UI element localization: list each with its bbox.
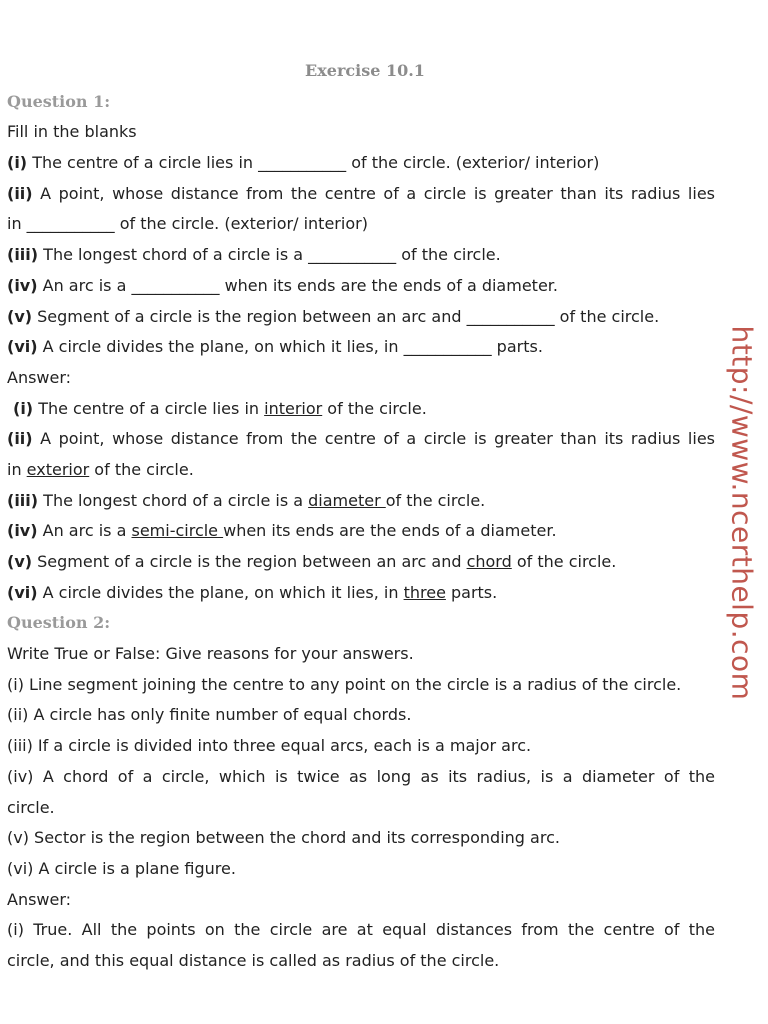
question-2-heading: Question 2: xyxy=(7,613,111,633)
answer-label: (iii) xyxy=(7,490,39,510)
q1-answer-ii xyxy=(7,424,715,455)
q1-item-label: (vi) xyxy=(7,337,38,357)
q2-item-iv-cont: circle. xyxy=(7,797,55,817)
q2-item-vi: (vi) A circle is a plane figure. xyxy=(7,858,236,878)
q1-item-text: Segment of a circle is the region between an arc and ___________ of the circle. xyxy=(32,306,660,326)
q2-answer-line-1: (i) True. All the points on the circle are at equal distances from the centre of the xyxy=(7,920,715,940)
q1-item-text: A circle divides the plane, on which it lies, in ___________ parts. xyxy=(37,337,543,357)
q1-item-ii xyxy=(7,179,715,210)
answer-fill: semi-circle xyxy=(131,521,224,541)
q1-item-vi xyxy=(7,332,715,363)
answer-post: of the circle. xyxy=(322,398,427,418)
answer-label: (vi) xyxy=(7,582,38,602)
answer-label: (ii) xyxy=(7,429,33,449)
q1-instruction: Fill in the blanks xyxy=(7,122,137,142)
answer-pre: A circle divides the plane, on which it lies, in xyxy=(37,582,404,602)
q1-item-text: An arc is a ___________ when its ends are the ends of a diameter. xyxy=(37,275,558,295)
q2-item-i: (i) Line segment joining the centre to any point on the circle is a radius of the circle. xyxy=(7,674,682,694)
q1-answer-i xyxy=(7,394,715,425)
answer-post: of the circle. xyxy=(89,459,194,479)
answer-fill: diameter xyxy=(308,490,386,510)
q1-answer-ii-cont xyxy=(7,455,715,486)
answer-post: of the circle. xyxy=(511,552,617,571)
q2-instruction: Write True or False: Give reasons for your answers. xyxy=(7,644,414,664)
answer-post: parts. xyxy=(445,582,498,602)
answer-pre: The centre of a circle lies in xyxy=(33,398,265,418)
answer-label: (iv) xyxy=(7,521,38,541)
answer-text: A point, whose distance from the centre of a circle is greater than its radius lies xyxy=(32,429,715,449)
q1-item-ii-cont: in ___________ of the circle. (exterior/ interior) xyxy=(7,214,368,234)
q2-item-iv: (iv) A chord of a circle, which is twice as long as its radius, is a diameter of the xyxy=(7,766,715,786)
q1-item-text: The longest chord of a circle is a ___________ of the circle. xyxy=(38,245,501,265)
q1-item-label: (ii) xyxy=(7,183,33,203)
q2-answer-line-2: circle, and this equal distance is called as radius of the circle. xyxy=(7,950,500,970)
q1-answer-iv xyxy=(7,516,715,547)
answer-fill: chord xyxy=(466,552,512,571)
q1-item-v xyxy=(7,302,715,333)
q2-item-iii: (iii) If a circle is divided into three equal arcs, each is a major arc. xyxy=(7,736,532,756)
answer-fill: exterior xyxy=(26,459,90,479)
q2-item-ii: (ii) A circle has only finite number of equal chords. xyxy=(7,705,412,725)
q1-answer-iii xyxy=(7,486,715,517)
answer-pre: Segment of a circle is the region between an arc and xyxy=(32,552,467,571)
answer-fill: three xyxy=(403,582,446,602)
exercise-title: Exercise 10.1 xyxy=(305,61,425,80)
document-page xyxy=(7,56,715,977)
q1-item-iv xyxy=(7,271,715,302)
answer-pre: in xyxy=(7,459,27,479)
q1-item-iii xyxy=(7,240,715,271)
answer-label: (i) xyxy=(13,398,34,418)
q1-answer-label: Answer: xyxy=(7,367,72,387)
website-watermark: http://www.ncerthelp.com xyxy=(725,325,759,701)
question-1-heading: Question 1: xyxy=(7,91,111,111)
answer-pre: The longest chord of a circle is a xyxy=(38,490,309,510)
answer-post: of the circle. xyxy=(385,490,486,510)
q1-item-label: (v) xyxy=(7,306,33,326)
q1-item-label: (i) xyxy=(7,153,28,173)
q1-item-i xyxy=(7,148,715,179)
q1-item-text: A point, whose distance from the centre of a circle is greater than its radius lies xyxy=(32,183,715,203)
q1-item-label: (iv) xyxy=(7,275,38,295)
answer-post: when its ends are the ends of a diameter. xyxy=(223,521,557,541)
q2-answer-label: Answer: xyxy=(7,889,72,909)
q1-item-label: (iii) xyxy=(7,245,39,265)
answer-label: (v) xyxy=(7,552,33,571)
q2-item-v: (v) Sector is the region between the chord and its corresponding arc. xyxy=(7,828,560,848)
q1-item-text: The centre of a circle lies in ___________ of the circle. (exterior/ interior) xyxy=(27,153,600,173)
q1-answer-v xyxy=(7,547,715,578)
q1-answer-vi xyxy=(7,578,715,609)
answer-pre: An arc is a xyxy=(37,521,132,541)
answer-fill: interior xyxy=(264,398,323,418)
